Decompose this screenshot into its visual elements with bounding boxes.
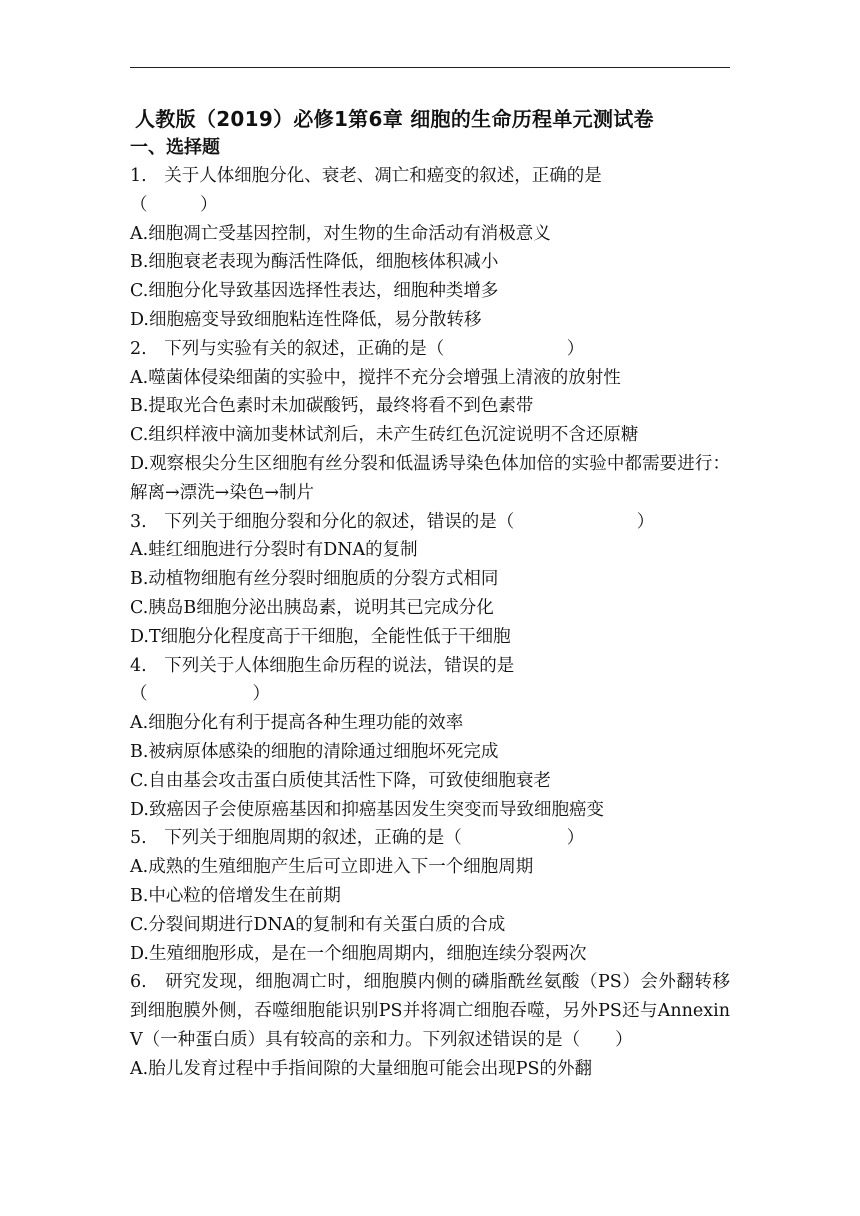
question-6 bbox=[130, 968, 730, 1083]
section-heading: 一、选择题 bbox=[130, 137, 220, 158]
option-a: A.成熟的生殖细胞产生后可立即进入下一个细胞周期 bbox=[130, 857, 534, 878]
option-b: B.提取光合色素时未加碳酸钙，最终将看不到色素带 bbox=[130, 396, 534, 417]
option-b: B.中心粒的倍增发生在前期 bbox=[130, 885, 341, 906]
answer-blank: （ ） bbox=[130, 194, 218, 215]
option-c: C.组织样液中滴加斐林试剂后，未产生砖红色沉淀说明不含还原糖 bbox=[130, 425, 639, 446]
option-b: B.被病原体感染的细胞的清除通过细胞坏死完成 bbox=[130, 741, 499, 762]
option-c: C.自由基会攻击蛋白质使其活性下降，可致使细胞衰老 bbox=[130, 770, 551, 791]
option-c: C.分裂间期进行DNA的复制和有关蛋白质的合成 bbox=[130, 914, 506, 935]
question-stem: 2. 下列与实验有关的叙述，正确的是（ ） bbox=[130, 338, 585, 359]
option-b: B.动植物细胞有丝分裂时细胞质的分裂方式相同 bbox=[130, 569, 499, 590]
option-b: B.细胞衰老表现为酶活性降低，细胞核体积减小 bbox=[130, 252, 499, 273]
option-d: D.T细胞分化程度高于干细胞，全能性低于干细胞 bbox=[130, 626, 511, 647]
option-d: D.观察根尖分生区细胞有丝分裂和低温诱导染色体加倍的实验中都需要进行：解离→漂洗→染色→制片 bbox=[130, 453, 730, 503]
question-stem: 5. 下列关于细胞周期的叙述，正确的是（ ） bbox=[130, 828, 585, 849]
document-body bbox=[130, 104, 730, 1084]
option-a: A.蛙红细胞进行分裂时有DNA的复制 bbox=[130, 540, 418, 561]
option-a: A.细胞凋亡受基因控制，对生物的生命活动有消极意义 bbox=[130, 223, 551, 244]
question-2 bbox=[130, 335, 730, 508]
document-title: 人教版（2019）必修1第6章 细胞的生命历程单元测试卷 bbox=[135, 107, 654, 131]
question-5 bbox=[130, 824, 730, 968]
question-3 bbox=[130, 508, 730, 652]
option-a: A.噬菌体侵染细菌的实验中，搅拌不充分会增强上清液的放射性 bbox=[130, 367, 621, 388]
question-4 bbox=[130, 652, 730, 825]
question-stem: 6. 研究发现，细胞凋亡时，细胞膜内侧的磷脂酰丝氨酸（PS）会外翻转移到细胞膜外侧，吞噬细胞能识别PS并将凋亡细胞吞噬，另外PS还与Annexin V（一种蛋白质）具有较高的亲和力。下列叙述错误的是（ ） bbox=[130, 972, 730, 1050]
question-stem: 4. 下列关于人体细胞生命历程的说法，错误的是 bbox=[130, 655, 515, 676]
option-a: A.胎儿发育过程中手指间隙的大量细胞可能会出现PS的外翻 bbox=[130, 1058, 592, 1079]
option-d: D.致癌因子会使原癌基因和抑癌基因发生突变而导致细胞癌变 bbox=[130, 799, 604, 820]
option-a: A.细胞分化有利于提高各种生理功能的效率 bbox=[130, 713, 464, 734]
option-c: C.胰岛B细胞分泌出胰岛素，说明其已完成分化 bbox=[130, 597, 494, 618]
question-1 bbox=[130, 162, 730, 335]
option-c: C.细胞分化导致基因选择性表达，细胞种类增多 bbox=[130, 281, 499, 302]
answer-blank: （ ） bbox=[130, 684, 270, 705]
question-stem: 3. 下列关于细胞分裂和分化的叙述，错误的是（ ） bbox=[130, 511, 655, 532]
option-d: D.生殖细胞形成，是在一个细胞周期内，细胞连续分裂两次 bbox=[130, 943, 587, 964]
question-stem: 1. 关于人体细胞分化、衰老、凋亡和癌变的叙述，正确的是 bbox=[130, 166, 602, 186]
header-rule bbox=[130, 67, 730, 68]
option-d: D.细胞癌变导致细胞粘连性降低，易分散转移 bbox=[130, 309, 482, 330]
